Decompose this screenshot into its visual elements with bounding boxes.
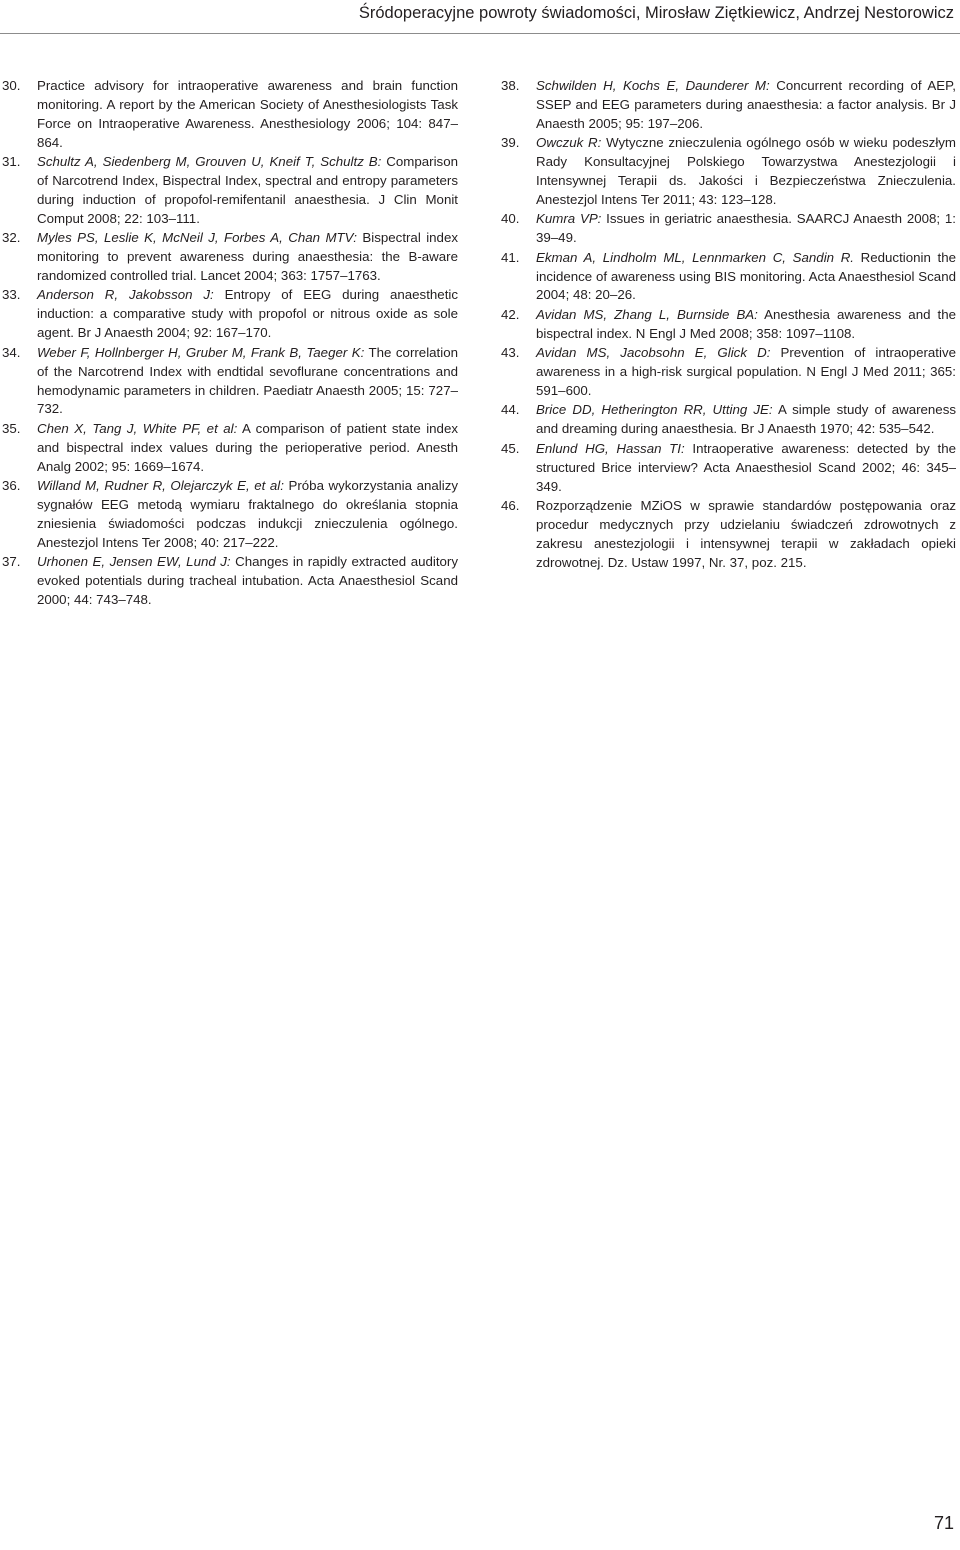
reference-number: 44. — [501, 402, 520, 418]
reference-number: 30. — [2, 78, 21, 93]
reference-item — [501, 497, 956, 573]
reference-item — [501, 440, 956, 497]
reference-authors: Kumra VP: — [536, 211, 602, 227]
reference-item — [2, 286, 458, 343]
reference-item — [2, 153, 458, 229]
reference-text: Anesthesia awareness and the bispectral index. N Engl J Med 2008; 358: 1097–1108. — [536, 306, 956, 341]
reference-text: Entropy of EEG during anaesthetic induction: a comparative study with propofol or nitrous oxide as sole agent. Br J Anaesth 2004; 92: 167–170. — [37, 287, 458, 341]
reference-item — [501, 344, 956, 401]
reference-item — [2, 77, 458, 153]
reference-authors: Schultz A, Siedenberg M, Grouven U, Kneif T, Schultz B: — [37, 154, 382, 170]
reference-authors: Schwilden H, Kochs E, Daunderer M: — [536, 78, 770, 93]
reference-number: 34. — [2, 344, 21, 360]
reference-number: 37. — [2, 554, 21, 570]
reference-number: 32. — [2, 230, 21, 246]
reference-item — [501, 306, 956, 344]
header-rule — [0, 33, 960, 34]
reference-authors: Urhonen E, Jensen EW, Lund J: — [37, 554, 231, 570]
reference-list-left — [2, 77, 458, 610]
reference-item — [2, 477, 458, 553]
reference-number: 39. — [501, 135, 520, 151]
reference-text: The correlation of the Narcotrend Index with endtidal sevoflurane concentrations and hemodynamic parameters in children. Paediatr Anaesth 2005; 15: 727–732. — [37, 344, 458, 417]
reference-text: Bispectral index monitoring to prevent awareness during anaesthesia: the B-aware randomized controlled trial. Lancet 2004; 363: 1757–1763. — [37, 230, 458, 284]
reference-number: 40. — [501, 211, 520, 227]
reference-number: 43. — [501, 345, 520, 361]
reference-text: Reductionin the incidence of awareness using BIS monitoring. Acta Anaesthesiol Scand 2004; 48: 20–26. — [536, 249, 956, 303]
reference-text: A comparison of patient state index and bispectral index values during the perioperative period. Anesth Analg 2002; 95: 1669–1674. — [37, 420, 458, 474]
reference-authors: Owczuk R: — [536, 135, 602, 151]
reference-item — [2, 344, 458, 420]
reference-item — [501, 210, 956, 248]
reference-authors: Weber F, Hollnberger H, Gruber M, Frank B, Taeger K: — [37, 344, 365, 360]
reference-item — [2, 420, 458, 477]
reference-item — [2, 553, 458, 610]
reference-authors: Enlund HG, Hassan TI: — [536, 440, 685, 456]
reference-number: 33. — [2, 287, 21, 303]
reference-number: 31. — [2, 154, 21, 170]
running-header: Śródoperacyjne powroty świadomości, Mirosław Ziętkiewicz, Andrzej Nestorowicz — [358, 4, 954, 22]
reference-number: 36. — [2, 478, 21, 494]
reference-text: Practice advisory for intraoperative awareness and brain function monitoring. A report by the American Society of Anesthesiologists Task Force on Intraoperative Awareness. Anesthesiology 2006; 104: 847–864. — [37, 78, 458, 150]
reference-number: 45. — [501, 440, 520, 456]
reference-authors: Myles PS, Leslie K, McNeil J, Forbes A, Chan MTV: — [37, 230, 357, 246]
reference-authors: Anderson R, Jakobsson J: — [37, 287, 214, 303]
reference-authors: Ekman A, Lindholm ML, Lennmarken C, Sandin R. — [536, 249, 854, 265]
reference-list-right — [501, 77, 956, 573]
reference-text: A simple study of awareness and dreaming during anaesthesia. Br J Anaesth 1970; 42: 535–542. — [536, 402, 956, 437]
reference-text: Wytyczne znieczulenia ogólnego osób w wieku podeszłym Rady Konsultacyjnej Polskiego Towarzystwa Anestezjologii i Intensywnej Terapii ds. Jakości i Bezpieczeństwa Znieczulenia. Anestezjol Intens Ter 2011; 43: 123–128. — [536, 135, 956, 207]
reference-item — [501, 249, 956, 306]
reference-authors: Chen X, Tang J, White PF, et al: — [37, 420, 238, 436]
page-number: 71 — [933, 1513, 954, 1533]
reference-text: Issues in geriatric anaesthesia. SAARCJ Anaesth 2008; 1: 39–49. — [536, 211, 956, 246]
reference-number: 46. — [501, 497, 520, 513]
reference-number: 41. — [501, 249, 520, 265]
reference-text: Prevention of intraoperative awareness in a high-risk surgical population. N Engl J Med 2011; 365: 591–600. — [536, 345, 956, 398]
reference-text: Próba wykorzystania analizy sygnałów EEG metodą wymiaru fraktalnego do określania stopnia zniesienia świadomości podczas indukcji znieczulenia ogólnego. Anestezjol Intens Ter 2008; 40: 217–222. — [37, 478, 458, 550]
reference-authors: Brice DD, Hetherington RR, Utting JE: — [536, 402, 773, 418]
reference-text: Concurrent recording of AEP, SSEP and EEG parameters during anaesthesia: a factor analysis. Br J Anaesth 2005; 95: 197–206. — [536, 78, 956, 131]
reference-item — [501, 401, 956, 439]
reference-authors: Avidan MS, Jacobsohn E, Glick D: — [536, 345, 771, 361]
reference-number: 42. — [501, 306, 520, 322]
reference-text: Intraoperative awareness: detected by the structured Brice interview? Acta Anaesthesiol Scand 2002; 46: 345–349. — [536, 440, 956, 494]
reference-authors: Avidan MS, Zhang L, Burnside BA: — [536, 306, 758, 322]
reference-authors: Willand M, Rudner R, Olejarczyk E, et al: — [37, 478, 284, 494]
reference-text: Changes in rapidly extracted auditory evoked potentials during tracheal intubation. Acta Anaesthesiol Scand 2000; 44: 743–748. — [37, 554, 458, 607]
reference-item — [2, 229, 458, 286]
reference-text: Comparison of Narcotrend Index, Bispectral Index, spectral and entropy parameters during induction of propofol-remifentanil anaesthesia. J Clin Monit Comput 2008; 22: 103–111. — [37, 154, 458, 226]
reference-item — [501, 77, 956, 134]
reference-number: 38. — [501, 78, 520, 93]
reference-text: Rozporządzenie MZiOS w sprawie standardów postępowania oraz procedur medycznych przy udzielaniu świadczeń zdrowotnych z zakresu anestezjologii i intensywnej terapii w zakładach opieki zdrowotnej. Dz. Ustaw 1997, Nr. 37, poz. 215. — [536, 497, 956, 570]
reference-item — [501, 134, 956, 210]
reference-number: 35. — [2, 420, 21, 436]
